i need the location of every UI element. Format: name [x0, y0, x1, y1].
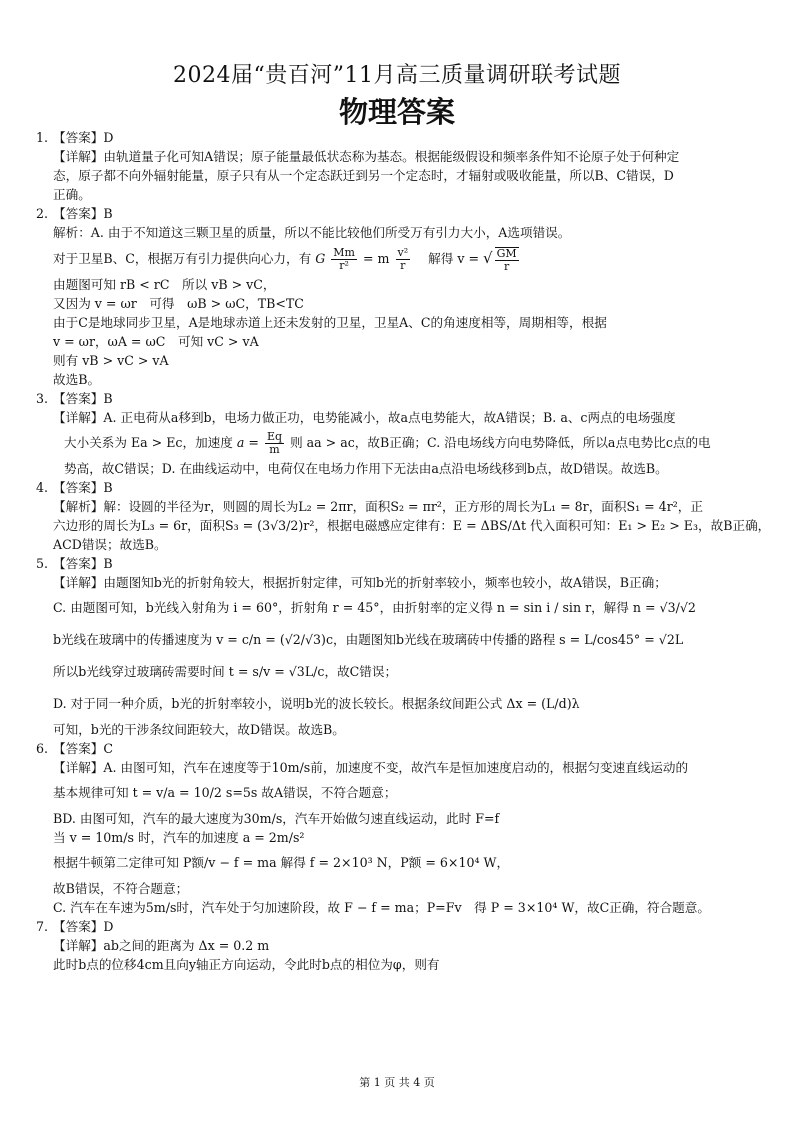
explanation-line: C. 由题图可知，b光线入射角为 i = 60°，折射角 r = 45°，由折射率的定义得 n = sin i / sin r，解得 n = √3/√2 — [53, 600, 696, 615]
question-3 — [36, 389, 760, 478]
question-2 — [36, 204, 760, 389]
question-7 — [36, 917, 760, 974]
explanation-line: 此时b点的位移4cm且向y轴正方向运动，令此时b点的相位为φ，则有 — [53, 957, 440, 972]
explanation-line: 故B错误，不符合题意； — [53, 881, 189, 896]
explanation-line: 又因为 v = ωr 可得 ωB > ωC，TB<TC — [53, 296, 304, 311]
explanation-line: 【详解】ab之间的距离为 Δx = 0.2 m — [53, 938, 270, 953]
question-4 — [36, 478, 771, 554]
answer-label: 【答案】D — [53, 130, 114, 145]
explanation-line: 【详解】A. 由图可知，汽车在速度等于10m/s前，加速度不变，故汽车是恒加速度启动的，根据匀变速直线运动的 — [53, 760, 689, 775]
explanation-line: 【详解】由轨道量子化可知A错误；原子能量最低状态称为基态。根据能级假设和频率条件知不论原子处于何种定 — [53, 149, 680, 164]
numerator: GM — [496, 246, 517, 260]
explanation-line: v = ωr，ωA = ωC 可知 vC > vA — [53, 334, 259, 349]
question-6 — [36, 739, 760, 917]
answer-label: 【答案】B — [53, 206, 113, 221]
formula-text: = m — [362, 251, 390, 266]
denominator: r — [503, 259, 510, 273]
explanation-line: ACD错误；故选B。 — [53, 537, 167, 552]
numerator: v² — [397, 246, 409, 259]
formula-symbol: a = — [236, 435, 259, 450]
explanation-line: 六边形的周长为L₃ = 6r，面积S₃ = (3√3/2)r²，根据电磁感应定律有：E = ΔBS/Δt 代入面积可知：E₁ > E₂ > E₃，故B正确， — [53, 518, 771, 533]
formula-line — [36, 427, 760, 459]
fraction — [265, 431, 284, 456]
question-number: 7. — [36, 919, 49, 934]
explanation-line: 根据牛顿第二定律可知 P额/v − f = ma 解得 f = 2×10³ N，P额 = 6×10⁴ W， — [53, 855, 510, 870]
question-number: 3. — [36, 391, 49, 406]
answer-content — [36, 128, 771, 974]
question-number: 6. — [36, 741, 49, 756]
formula-symbol: G — [315, 251, 326, 266]
formula-text: 大小关系为 Ea > Ec，加速度 — [64, 435, 233, 450]
explanation-line: 解析：A. 由于不知道这三颗卫星的质量，所以不能比较他们所受万有引力大小，A选项错误。 — [53, 225, 571, 240]
page-footer: 第 1 页 共 4 页 — [359, 1076, 435, 1089]
formula-text: 对于卫星B、C，根据万有引力提供向心力，有 — [53, 251, 312, 266]
explanation-line: BD. 由图可知，汽车的最大速度为30m/s，汽车开始做匀速直线运动，此时 F=f — [53, 811, 500, 826]
sqrt-symbol: √ — [483, 249, 493, 267]
question-1 — [36, 128, 760, 204]
fraction — [495, 247, 519, 273]
explanation-line: 基本规律可知 t = v/a = 10/2 s=5s 故A错误，不符合题意； — [53, 785, 397, 800]
formula-text: 则 aa > ac，故B正确；C. 沿电场线方向电势降低，所以a点电势比c点的电 — [290, 435, 711, 450]
explanation-line: 态，原子都不向外辐射能量，原子只有从一个定态跃迁到另一个定态时，才辐射或吸收能量，所以B、C错误，D — [53, 168, 674, 183]
answer-label: 【答案】B — [53, 480, 113, 495]
explanation-line: 由于C是地球同步卫星，A是地球赤道上还未发射的卫星，卫星A、C的角速度相等，周期相等，根据 — [53, 315, 607, 330]
exam-title: 2024届“贵百河”11月高三质量调研联考试题 — [173, 63, 621, 88]
question-5 — [36, 554, 760, 739]
explanation-line: 当 v = 10m/s 时，汽车的加速度 a = 2m/s² — [53, 830, 305, 845]
denominator: m — [269, 443, 280, 456]
explanation-line: 由题图可知 rB < rC 所以 vB > vC， — [53, 277, 276, 292]
fraction — [396, 247, 411, 272]
answer-label: 【答案】B — [53, 556, 113, 571]
question-number: 2. — [36, 206, 49, 221]
explanation-line: 势高，故C错误；D. 在曲线运动中，电荷仅在电场力作用下无法由a点沿电场线移到b点，故D错误。故选B。 — [64, 461, 668, 476]
answer-label: 【答案】D — [53, 919, 114, 934]
question-number: 5. — [36, 556, 49, 571]
explanation-line: 【详解】由题图知b光的折射角较大，根据折射定律，可知b光的折射率较小，频率也较小，故A错误，B正确； — [53, 575, 667, 590]
formula-line — [36, 242, 760, 275]
answer-label: 【答案】B — [53, 391, 113, 406]
explanation-line: b光线在玻璃中的传播速度为 v = c/n = (√2/√3)c，由题图知b光线在玻璃砖中传播的路程 s = L/cos45° = √2L — [53, 632, 684, 647]
explanation-line: 则有 vB > vC > vA — [53, 353, 169, 368]
question-number: 1. — [36, 130, 49, 145]
explanation-line: 可知，b光的干涉条纹间距较大，故D错误。故选B。 — [53, 722, 345, 737]
numerator: Eq — [266, 430, 283, 443]
answer-subtitle: 物理答案 — [338, 95, 455, 129]
explanation-line: 所以b光线穿过玻璃砖需要时间 t = s/v = √3L/c，故C错误； — [53, 664, 398, 679]
denominator: r² — [339, 259, 349, 272]
explanation-line: 【解析】解：设圆的半径为r，则圆的周长为L₂ = 2πr，面积S₂ = πr²，正方形的周长为L₁ = 8r，面积S₁ = 4r²，正 — [53, 499, 703, 514]
formula-text: 解得 v = — [428, 251, 480, 266]
explanation-line: 故选B。 — [53, 372, 101, 387]
numerator: Mm — [333, 246, 355, 259]
fraction — [331, 247, 357, 272]
explanation-line: 正确。 — [53, 187, 91, 202]
explanation-line: C. 汽车在车速为5m/s时，汽车处于匀加速阶段，故 F − f = ma；P=Fv 得 P = 3×10⁴ W，故C正确，符合题意。 — [53, 900, 710, 915]
explanation-line: 【详解】A. 正电荷从a移到b，电场力做正功，电势能减小，故a点电势能大，故A错误；B. a、c两点的电场强度 — [53, 410, 676, 425]
answer-label: 【答案】C — [53, 741, 114, 756]
denominator: r — [400, 259, 406, 272]
explanation-line: D. 对于同一种介质，b光的折射率较小，说明b光的波长较长。根据条纹间距公式 Δx = (L/d)λ — [53, 696, 580, 711]
question-number: 4. — [36, 480, 49, 495]
